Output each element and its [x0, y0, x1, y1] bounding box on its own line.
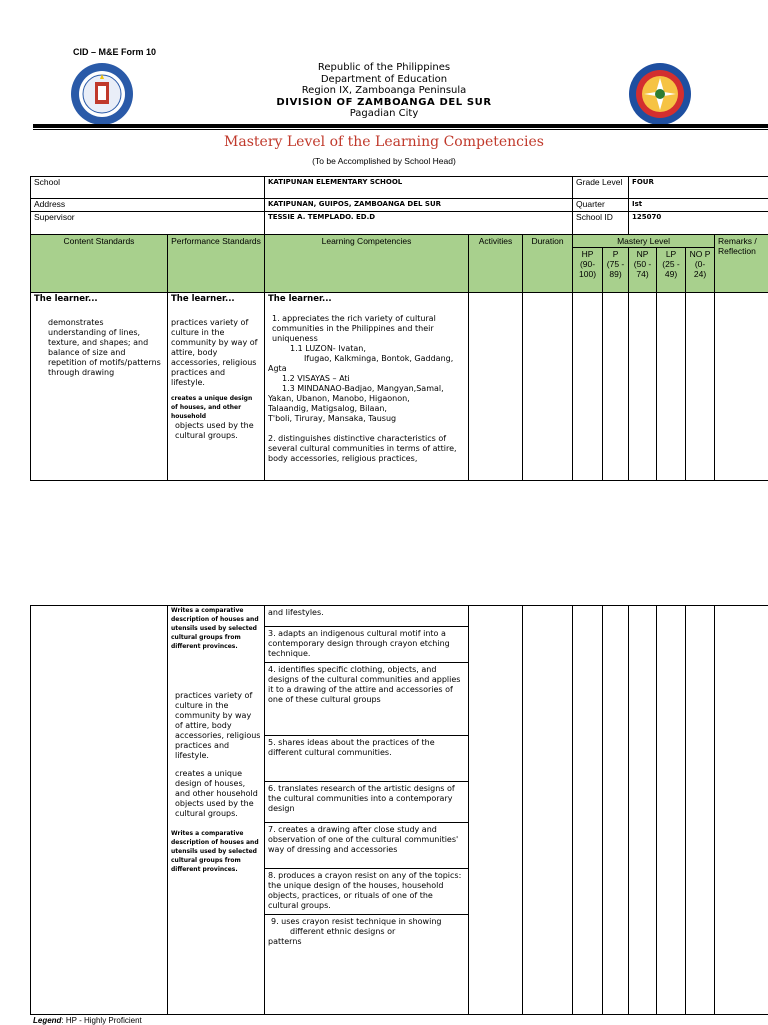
competency-5: 5. shares ideas about the practices of the different cultural communities.: [265, 735, 468, 781]
competencies-cell-p2: [265, 606, 469, 1015]
hp-cell-p2: [573, 606, 603, 1015]
col-performance-standards: Performance Standards: [168, 234, 265, 292]
col-remarks: Remarks / Reflection: [715, 234, 768, 292]
content-standard-text: demonstrates understanding of lines, texture, and shapes; and balance of size and repetition of motifs/patterns through drawing: [34, 318, 164, 378]
grade-level-value: FOUR: [629, 177, 768, 199]
city-line: Pagadian City: [230, 108, 538, 120]
remarks-cell-p2: [715, 606, 768, 1015]
quarter-value: Ist: [629, 199, 768, 212]
school-value: KATIPUNAN ELEMENTARY SCHOOL: [265, 177, 573, 199]
form-code: CID – M&E Form 10: [73, 47, 156, 57]
competency-1-1: 1.1 LUZON- Ivatan,: [268, 344, 465, 354]
performance-standard-b: practices variety of culture in the community by way of attire, body accessories, religious practices and lifestyle.: [171, 691, 261, 761]
competency-1-1b: Ifugao, Kalkminga, Bontok, Gaddang,: [268, 354, 465, 364]
address-label: Address: [31, 199, 265, 212]
content-standard-cell-p2: [31, 606, 168, 1015]
learner-heading: The learner...: [34, 294, 164, 304]
competency-8: 8. produces a crayon resist on any of the topics: the unique design of the houses, household objects, practices, or rituals of one of the cultural groups.: [265, 868, 468, 914]
republic-line: Republic of the Philippines: [230, 62, 538, 74]
competency-continued: and lifestyles.: [265, 606, 468, 626]
performance-standard-cell: [168, 292, 265, 480]
col-learning-competencies: Learning Competencies: [265, 234, 469, 292]
competency-9: [265, 914, 468, 1014]
lp-cell-p2: [657, 606, 686, 1015]
division-line: DIVISION OF ZAMBOANGA DEL SUR: [230, 97, 538, 109]
competency-1-2: 1.2 VISAYAS – Ati: [268, 374, 465, 384]
learner-heading: The learner...: [268, 294, 465, 304]
school-id-value: 125070: [629, 211, 768, 234]
nop-cell: [686, 292, 715, 480]
competency-3: 3. adapts an indigenous cultural motif into a contemporary design through crayon etching technique.: [265, 626, 468, 662]
performance-standard-2b: objects used by the cultural groups.: [171, 421, 261, 441]
school-id-label: School ID: [573, 211, 629, 234]
deped-seal-icon: [70, 62, 134, 126]
col-duration: Duration: [523, 234, 573, 292]
performance-standard-2: creates a unique design of houses, and other household: [171, 394, 261, 421]
col-activities: Activities: [469, 234, 523, 292]
duration-cell: [523, 292, 573, 480]
supervisor-label: Supervisor: [31, 211, 265, 234]
performance-standard-a: Writes a comparative description of houses and utensils used by selected cultural groups from different provinces.: [171, 606, 261, 651]
nop-cell-p2: [686, 606, 715, 1015]
content-standard-cell: [31, 292, 168, 480]
competency-6: 6. translates research of the artistic designs of the cultural communities into a contemporary design: [265, 781, 468, 822]
division-seal-icon: [628, 62, 692, 126]
competency-1: 1. appreciates the rich variety of cultural communities in the Philippines and their uniqueness: [268, 314, 465, 344]
activities-cell: [469, 292, 523, 480]
col-mastery-level: Mastery Level: [573, 234, 715, 247]
activities-cell-p2: [469, 606, 523, 1015]
competency-7: 7. creates a drawing after close study and observation of one of the cultural communities' way of dressing and accessories: [265, 822, 468, 868]
mastery-table-page1: [30, 176, 768, 481]
p-cell: [603, 292, 629, 480]
np-cell-p2: [629, 606, 657, 1015]
p-cell-p2: [603, 606, 629, 1015]
page-title: Mastery Level of the Learning Competencies: [0, 134, 768, 150]
col-p: P (75 - 89): [603, 247, 629, 292]
competency-1-1c: Agta: [268, 364, 465, 374]
department-line: Department of Education: [230, 74, 538, 86]
col-np: NP (50 - 74): [629, 247, 657, 292]
competency-1-3: 1.3 MINDANAO-Badjao, Mangyan,Samal,: [268, 384, 465, 394]
np-cell: [629, 292, 657, 480]
competency-9-line1: 9. uses crayon resist technique in showing: [268, 917, 465, 927]
letterhead: [230, 62, 538, 120]
page-subtitle: (To be Accomplished by School Head): [0, 156, 768, 166]
competencies-cell: [265, 292, 469, 480]
lp-cell: [657, 292, 686, 480]
mastery-table-page2: [30, 605, 768, 1015]
competency-2: 2. distinguishes distinctive characteristics of several cultural communities in terms of attire, body accessories, religious practices,: [268, 434, 465, 464]
competency-1-3b: Yakan, Ubanon, Manobo, Higaonon,: [268, 394, 465, 404]
header-rule: [33, 124, 768, 128]
competency-9-line3: patterns: [268, 937, 465, 947]
performance-standard-1: practices variety of culture in the community by way of attire, body accessories, religious practices and lifestyle.: [171, 318, 261, 388]
header-rule-thin: [33, 129, 768, 130]
col-nop: NO P (0- 24): [686, 247, 715, 292]
hp-cell: [573, 292, 603, 480]
competency-9-line2: different ethnic designs or: [268, 927, 465, 937]
school-label: School: [31, 177, 265, 199]
remarks-cell: [715, 292, 768, 480]
performance-standard-cell-p2: [168, 606, 265, 1015]
region-line: Region IX, Zamboanga Peninsula: [230, 85, 538, 97]
performance-standard-d: Writes a comparative description of houses and utensils used by selected cultural groups from different provinces.: [171, 829, 261, 874]
competency-4: 4. identifies specific clothing, objects, and designs of the cultural communities and applies it to a drawing of the attire and accessories of one of these cultural groups: [265, 662, 468, 735]
col-lp: LP (25 - 49): [657, 247, 686, 292]
duration-cell-p2: [523, 606, 573, 1015]
grade-level-label: Grade Level: [573, 177, 629, 199]
legend-label: Legend: [33, 1016, 61, 1025]
performance-standard-c: creates a unique design of houses, and other household objects used by the cultural groups.: [171, 769, 261, 819]
col-content-standards: Content Standards: [31, 234, 168, 292]
quarter-label: Quarter: [573, 199, 629, 212]
legend-text: : HP - Highly Proficient: [61, 1016, 141, 1025]
address-value: KATIPUNAN, GUIPOS, ZAMBOANGA DEL SUR: [265, 199, 573, 212]
supervisor-value: TESSIE A. TEMPLADO. ED.D: [265, 211, 573, 234]
competency-1-3d: T'boli, Tiruray, Mansaka, Tausug: [268, 414, 465, 424]
col-hp: HP (90-100): [573, 247, 603, 292]
learner-heading: The learner...: [171, 294, 261, 304]
competency-1-3c: Talaandig, Matigsalog, Bilaan,: [268, 404, 465, 414]
